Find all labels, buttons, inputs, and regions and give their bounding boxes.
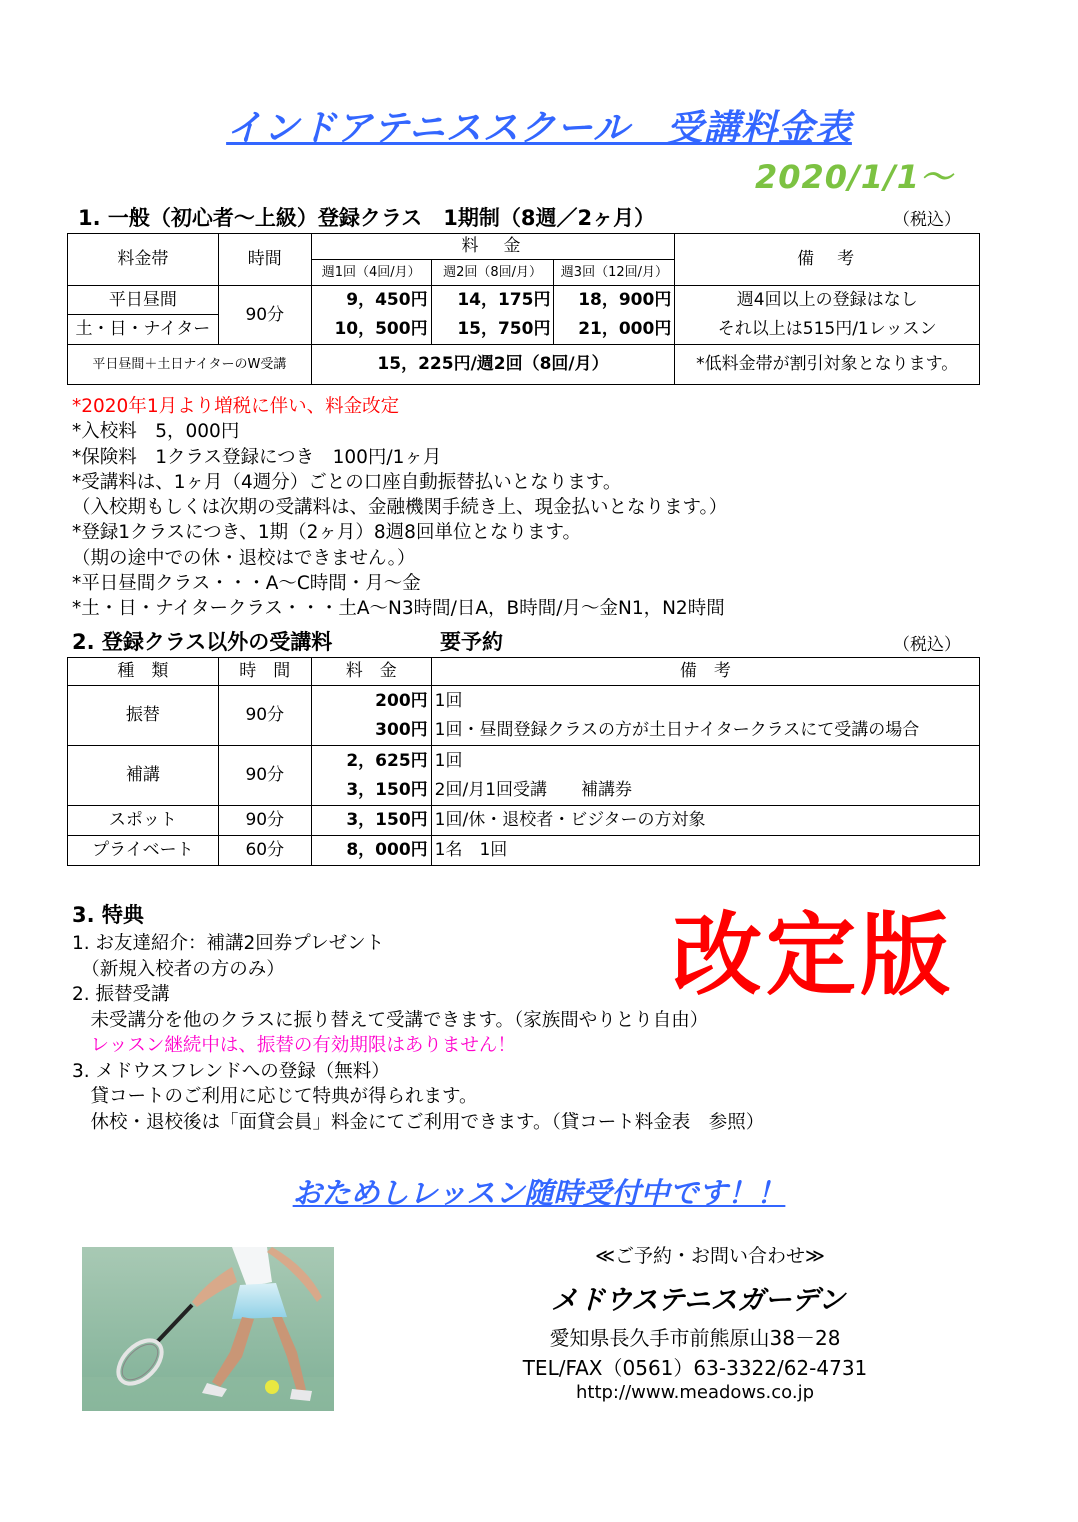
table-row — [68, 286, 980, 315]
remarks-cell: 1回 — [431, 686, 979, 716]
remarks-cell: 1名 1回 — [431, 836, 979, 866]
benefit-line: 休校・退校後は「面貸会員」料金にてご利用できます。（貸コート料金表 参照） — [72, 1111, 765, 1133]
benefit-line: 3. メドウスフレンドへの登録（無料） — [72, 1060, 390, 1082]
page-title: インドアテニススクール 受講料金表 — [226, 108, 852, 149]
band-weekend-night: 土・日・ナイター — [68, 315, 219, 345]
benefit-line: 未受講分を他のクラスに振り替えて受講できます。（家族間やりとり自由） — [72, 1009, 709, 1031]
time-cell: 60分 — [218, 836, 311, 866]
reservation-required: 要予約 — [440, 630, 503, 654]
benefit-line-highlight: レッスン継続中は、振替の有効期限はありません！ — [72, 1035, 516, 1056]
time-90min: 90分 — [218, 286, 311, 345]
combo-label: 平日昼間＋土日ナイターのW受講 — [68, 345, 312, 385]
col-header-fee: 料 金 — [311, 658, 431, 686]
fee-cell: 200円 — [311, 686, 431, 716]
note-line: *受講料は、1ヶ月（4週分）ごとの口座自動振替払いとなります。 — [72, 471, 622, 493]
address: 愛知県長久手市前熊原山38－28 — [549, 1326, 841, 1350]
revised-edition-stamp: 改定版 — [672, 903, 954, 1008]
col-header-fee: 料 金 — [311, 234, 675, 260]
time-cell: 90分 — [218, 806, 311, 836]
col-header-remarks: 備 考 — [675, 234, 980, 286]
fee-cell: 9，450円 — [311, 286, 431, 315]
table-row — [68, 686, 980, 716]
section2-heading: 2. 登録クラス以外の受講料 — [72, 630, 333, 654]
trial-lesson-banner: おためしレッスン随時受付中です！！ — [292, 1176, 786, 1210]
remarks-cell: 1回・昼間登録クラスの方が土日ナイタークラスにて受講の場合 — [431, 716, 979, 746]
note-line: *平日昼間クラス・・・A～C時間・月～金 — [72, 573, 421, 595]
other-class-fee-table — [67, 657, 980, 866]
subheader-week1: 週1回（4回/月） — [311, 260, 431, 286]
subheader-week3: 週3回（12回/月） — [554, 260, 675, 286]
fee-cell: 300円 — [311, 716, 431, 746]
col-header-type: 種 類 — [68, 658, 219, 686]
combo-fee: 15，225円/週2回（8回/月） — [311, 345, 675, 385]
band-weekday: 平日昼間 — [68, 286, 219, 315]
effective-date: 2020/1/1～ — [755, 158, 953, 196]
benefits-list — [72, 931, 764, 1135]
fee-cell: 15，750円 — [431, 315, 554, 345]
type-furikae: 振替 — [68, 686, 219, 746]
note-line: *2020年1月より増税に伴い、料金改定 — [72, 396, 400, 417]
website-link[interactable]: http://www.meadows.co.jp — [575, 1382, 815, 1403]
fee-cell: 18，900円 — [554, 286, 675, 315]
remarks-cell: それ以上は515円/1レッスン — [675, 315, 980, 345]
table-row — [68, 836, 980, 866]
remarks-cell: 週4回以上の登録はなし — [675, 286, 980, 315]
fee-cell: 8，000円 — [311, 836, 431, 866]
benefit-line: 1. お友達紹介：補講2回券プレゼント — [72, 933, 385, 954]
notes-list — [72, 394, 727, 622]
subheader-week2: 週2回（8回/月） — [431, 260, 554, 286]
fee-cell: 21，000円 — [554, 315, 675, 345]
tennis-player-photo — [82, 1247, 334, 1411]
benefit-line: 貸コートのご利用に応じて特典が得られます。 — [72, 1086, 478, 1107]
combo-remarks: *低料金帯が割引対象となります。 — [675, 345, 980, 385]
section3-heading: 3. 特典 — [72, 903, 144, 927]
type-spot: スポット — [68, 806, 219, 836]
table-row — [68, 746, 980, 776]
col-header-band: 料金帯 — [68, 234, 219, 286]
time-cell: 90分 — [218, 746, 311, 806]
note-line: （入校期もしくは次期の受講料は、金融機関手続き上、現金払いとなります。） — [72, 497, 728, 519]
col-header-time: 時 間 — [218, 658, 311, 686]
note-line: *保険料 1クラス登録につき 100円/1ヶ月 — [72, 446, 442, 468]
type-private: プライベート — [68, 836, 219, 866]
remarks-cell: 1回 — [431, 746, 979, 776]
table-row — [68, 315, 980, 345]
regular-class-fee-table — [67, 233, 980, 385]
benefit-line: （新規入校者の方のみ） — [72, 958, 285, 980]
fee-cell: 10，500円 — [311, 315, 431, 345]
table-row — [68, 345, 980, 385]
type-hokou: 補講 — [68, 746, 219, 806]
fee-cell: 2，625円 — [311, 746, 431, 776]
note-line: *入校料 5，000円 — [72, 421, 240, 443]
remarks-cell: 2回/月1回受講 補講券 — [431, 776, 979, 806]
note-line: *土・日・ナイタークラス・・・土A～N3時間/日A，B時間/月～金N1，N2時間 — [72, 598, 725, 620]
remarks-cell: 1回/休・退校者・ビジターの方対象 — [431, 806, 979, 836]
section2-tax-note: （税込） — [893, 635, 961, 655]
phone-fax: TEL/FAX（0561）63-3322/62-4731 — [522, 1356, 868, 1380]
fee-cell: 14，175円 — [431, 286, 554, 315]
note-line: （期の途中での休・退校はできません。） — [72, 547, 416, 569]
section1-tax-note: （税込） — [893, 210, 961, 230]
col-header-remarks: 備 考 — [431, 658, 979, 686]
benefit-line: 2. 振替受講 — [72, 984, 170, 1005]
col-header-time: 時間 — [218, 234, 311, 286]
section1-heading: 1. 一般（初心者～上級）登録クラス 1期制（8週／2ヶ月） — [78, 206, 656, 230]
fee-cell: 3，150円 — [311, 776, 431, 806]
time-cell: 90分 — [218, 686, 311, 746]
note-line: *登録1クラスにつき、1期（2ヶ月）8週8回単位となります。 — [72, 522, 581, 544]
table-row — [68, 806, 980, 836]
inquiry-label: ≪ご予約・お問い合わせ≫ — [595, 1245, 825, 1267]
fee-cell: 3，150円 — [311, 806, 431, 836]
company-name: メドウステニスガーデン — [550, 1285, 846, 1316]
